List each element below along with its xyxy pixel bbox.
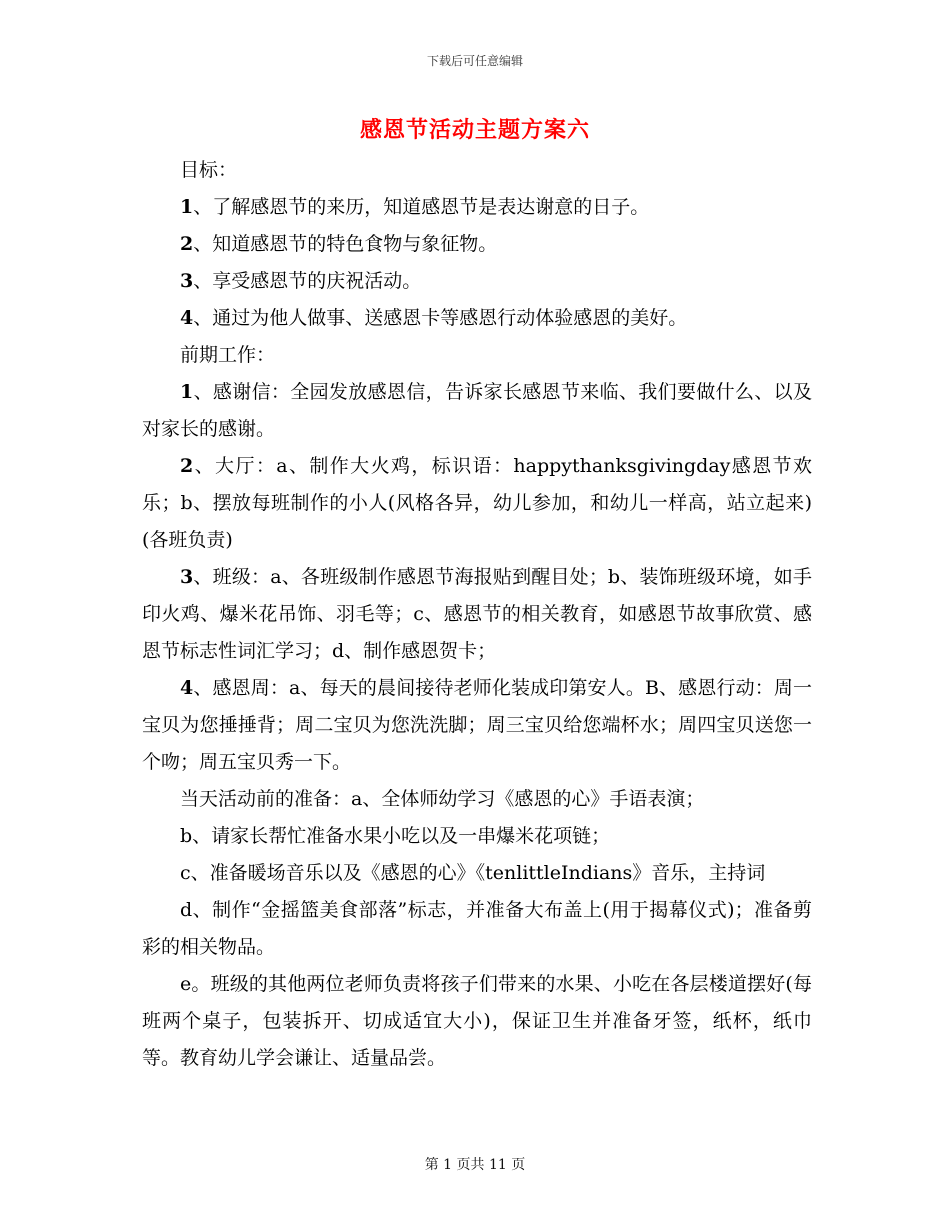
item-number: 1 (180, 196, 194, 218)
item-number: 4 (180, 307, 194, 329)
paragraph-text: 、感恩周：a、每天的晨间接待老师化装成印第安人。B、感恩行动：周一宝贝为您捶捶背；周二宝贝为您洗洗脚；周三宝贝给您端杯水；周四宝贝送您一个吻；周五宝贝秀一下。 (142, 677, 812, 773)
paragraph-text: e。班级的其他两位老师负责将孩子们带来的水果、小吃在各层楼道摆好(每班两个桌子，包装拆开、切成适宜大小)，保证卫生并准备牙签，纸杯，纸巾等。教育幼儿学会谦让、适量品尝。 (142, 973, 812, 1069)
paragraph-text: d、制作“金摇篮美食部落”标志，并准备大布盖上(用于揭幕仪式)；准备剪彩的相关物品。 (142, 899, 812, 958)
paragraph-text: 、通过为他人做事、送感恩卡等感恩行动体验感恩的美好。 (193, 307, 688, 329)
paragraph (142, 559, 812, 670)
page-number: 第 1 页共 11 页 (424, 1157, 526, 1173)
paragraph-text: 、感谢信：全园发放感恩信，告诉家长感恩节来临、我们要做什么、以及对家长的感谢。 (142, 381, 812, 440)
document-title: 感恩节活动主题方案六 (359, 117, 590, 143)
paragraph-text: b、请家长帮忙准备水果小吃以及一串爆米花项链； (180, 825, 611, 847)
paragraph (142, 337, 812, 374)
item-number: 1 (180, 381, 194, 403)
paragraph (142, 263, 812, 300)
paragraph (142, 855, 812, 892)
paragraph (142, 300, 812, 337)
paragraph-text: 目标： (180, 159, 238, 181)
item-number: 2 (180, 455, 194, 477)
item-number: 3 (180, 270, 194, 292)
paragraph-text: 、了解感恩节的来历，知道感恩节是表达谢意的日子。 (193, 196, 650, 218)
paragraph (142, 818, 812, 855)
paragraph (142, 152, 812, 189)
paragraph (142, 781, 812, 818)
paragraph (142, 448, 812, 559)
paragraph-text: 、知道感恩节的特色食物与象征物。 (193, 233, 498, 255)
paragraph (142, 670, 812, 781)
paragraph (142, 226, 812, 263)
document-body (142, 152, 812, 1077)
paragraph (142, 966, 812, 1077)
page-header-note: 下载后可任意编辑 (426, 54, 523, 68)
paragraph-text: 、享受感恩节的庆祝活动。 (193, 270, 422, 292)
paragraph-text: 前期工作： (180, 344, 276, 366)
paragraph (142, 189, 812, 226)
paragraph-text: 、大厅：a、制作大火鸡，标识语：happythanksgivingday感恩节欢乐；b、摆放每班制作的小人(风格各异，幼儿参加，和幼儿一样高，站立起来)(各班负责) (142, 455, 812, 551)
paragraph-text: 当天活动前的准备：a、全体师幼学习《感恩的心》手语表演； (180, 788, 705, 810)
paragraph-text: c、准备暖场音乐以及《感恩的心》《tenlittleIndians》音乐，主持词 (180, 862, 766, 884)
item-number: 2 (180, 233, 194, 255)
paragraph (142, 374, 812, 448)
item-number: 3 (180, 566, 194, 588)
item-number: 4 (180, 677, 194, 699)
paragraph-text: 、班级：a、各班级制作感恩节海报贴到醒目处；b、装饰班级环境，如手印火鸡、爆米花吊饰、羽毛等；c、感恩节的相关教育，如感恩节故事欣赏、感恩节标志性词汇学习；d、制作感恩贺卡； (142, 566, 812, 662)
paragraph (142, 892, 812, 966)
